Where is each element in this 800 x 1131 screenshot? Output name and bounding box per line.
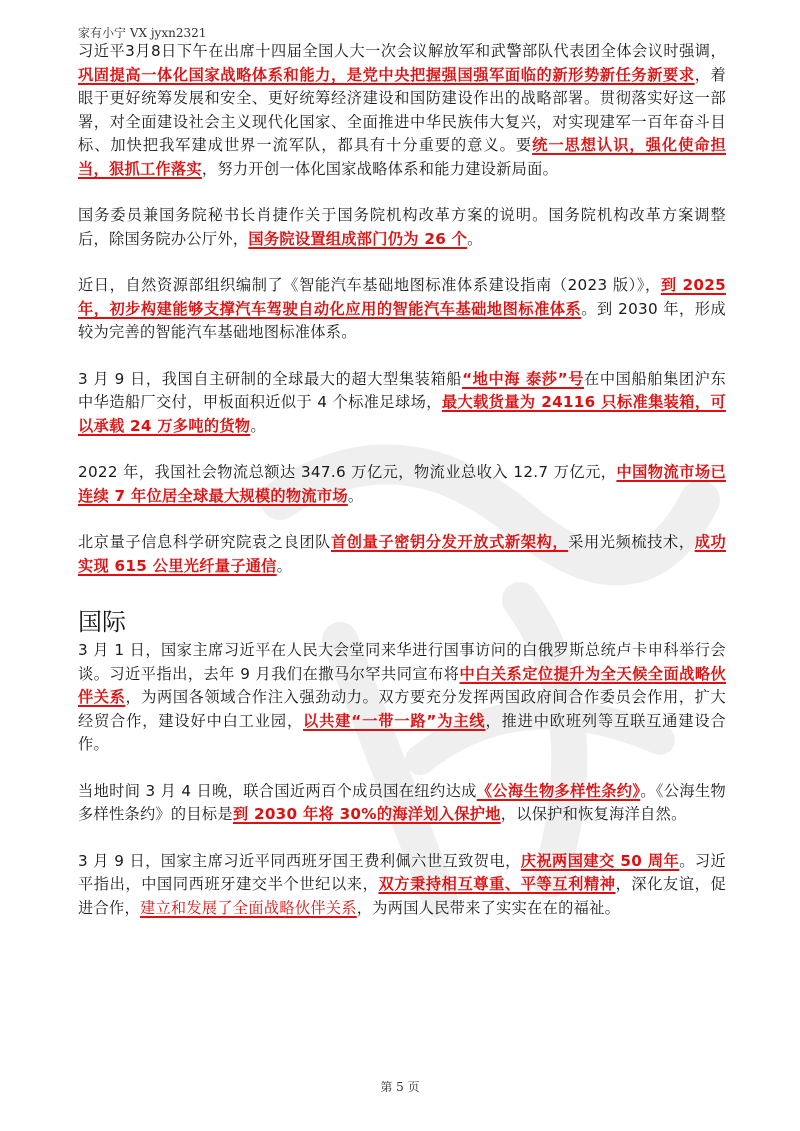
paragraph-text: 在中国船舶集团沪东中华造船厂交付，甲板面积近似于 4 个标准足球场，	[78, 369, 726, 411]
paragraph-text: 采用光频梳技术，	[568, 533, 695, 551]
paragraph-text: ，为两国各领域合作注入强劲动力。双方要充分发挥两国政府间合作委员会作用，扩大经贸合作，建设好中白工业园，	[78, 688, 726, 730]
highlighted-keypoint: 中白关系定位提升为全天候全面战略伙伴关系	[78, 664, 726, 706]
paragraph-text: 2022 年，我国社会物流总额达 347.6 万亿元，物流业总收入 12.7 万亿元，	[78, 463, 617, 481]
news-paragraph	[78, 274, 726, 345]
paragraph-text: ，推进中欧班列等互联互通建设合作。	[78, 711, 727, 753]
paragraph-text: 。	[250, 416, 266, 435]
highlighted-keypoint: 建立和发展了全面战略伙伴关系	[139, 898, 357, 917]
news-paragraph	[78, 461, 726, 508]
page-content	[78, 40, 726, 943]
paragraph-text: 。到 2030 年，形成较为完善的智能汽车基础地图标准体系。	[78, 299, 726, 341]
paragraph-text: 。	[276, 556, 293, 575]
paragraph-text: 习近平3月8日下午在出席十四届全国人大一次会议解放军和武警部队代表团全体会议时强调，	[78, 42, 726, 60]
paragraph-text: ，深化友谊，促进合作，	[78, 875, 726, 917]
page-number: 第 5 页	[380, 1080, 420, 1094]
highlighted-keypoint: 巩固提高一体化国家战略体系和能力，是党中央把握强国强军面临的新形势新任务新要求	[78, 65, 695, 84]
paragraph-text: 。《公海生物多样性条约》的目标是	[78, 781, 726, 823]
section-title-international: 国际	[78, 608, 126, 636]
news-paragraph	[78, 368, 726, 439]
highlighted-keypoint: 双方秉持相互尊重、平等互利精神	[378, 875, 616, 893]
paragraph-text: 3 月 9 日，我国自主研制的全球最大的超大型集装箱船	[78, 369, 463, 388]
highlighted-keypoint: 国务院设置组成部门仍为 26 个	[248, 229, 468, 248]
paragraph-text: 。习近平指出，中国同西班牙建交半个世纪以来，	[78, 851, 726, 893]
highlighted-keypoint: 统一思想认识，强化使命担当，狠抓工作落实	[78, 136, 726, 178]
news-paragraph	[78, 531, 726, 578]
highlighted-keypoint: 到 2030 年将 30%的海洋划入保护地	[232, 805, 501, 823]
highlighted-keypoint: 成功实现 615 公里光纤量子通信	[78, 533, 726, 575]
paragraph-text: 。	[467, 229, 483, 248]
highlighted-keypoint: 庆祝两国建交 50 周年	[520, 851, 680, 870]
paragraph-text: 3 月 1 日，国家主席习近平在人民大会堂同来华进行国事访问的白俄罗斯总统卢卡申科举行会谈。习近平指出，去年 9 月我们在撒马尔罕共同宣布将	[78, 641, 726, 683]
paragraph-text: ，以保护和恢复海洋自然。	[500, 805, 687, 823]
paragraph-text: 3 月 9 日，国家主席习近平同西班牙国王费利佩六世互致贺电，	[78, 851, 521, 870]
paragraph-text: ，着眼于更好统筹发展和安全、更好统筹经济建设和国防建设作出的战略部署。贯彻落实好这一部署，对全面建设社会主义现代化国家、全面推进中华民族伟大复兴，对实现建军一百年奋斗目标、加快把我军建成世界一流军队，都具有十分重要的意义。要	[78, 65, 726, 154]
news-paragraph	[78, 204, 726, 251]
paragraph-text: 近日，自然资源部组织编制了《智能汽车基础地图标准体系建设指南（2023 版）》，	[78, 276, 661, 294]
news-paragraph	[78, 780, 726, 827]
highlighted-keypoint: 中国物流市场已连续 7 年位居全球最大规模的物流市场	[78, 463, 727, 505]
paragraph-text: 国务委员兼国务院秘书长肖捷作关于国务院机构改革方案的说明。国务院机构改革方案调整后，除国务院办公厅外，	[78, 206, 726, 248]
highlighted-keypoint: 首创量子密钥分发开放式新架构，	[331, 533, 569, 551]
domestic-news	[78, 40, 726, 578]
highlighted-keypoint: 《公海生物多样性条约》	[476, 781, 641, 800]
paragraph-text: ，为两国人民带来了实实在在的福祉。	[356, 898, 621, 917]
paragraph-text: 北京量子信息科学研究院袁之良团队	[78, 533, 331, 551]
highlighted-keypoint: 以共建“一带一路”为主线	[303, 711, 486, 730]
news-paragraph	[78, 40, 726, 181]
paragraph-text: ，努力开创一体化国家战略体系和能力建设新局面。	[201, 159, 559, 178]
paragraph-text: 。	[347, 486, 364, 505]
highlighted-keypoint: 到 2025 年，初步构建能够支撑汽车驾驶自动化应用的智能汽车基础地图标准体系	[78, 276, 727, 318]
paragraph-text: 当地时间 3 月 4 日晚，联合国近两百个成员国在纽约达成	[78, 781, 477, 800]
highlighted-keypoint: 最大载货量为 24116 只标准集装箱，可以承载 24 万多吨的货物	[78, 393, 726, 435]
news-paragraph	[78, 639, 726, 757]
highlighted-keypoint: “地中海 泰莎”号	[462, 369, 585, 388]
international-news	[78, 639, 726, 920]
news-paragraph	[78, 850, 726, 921]
page-header: 家有小宁 VX jyxn2321	[78, 26, 207, 40]
